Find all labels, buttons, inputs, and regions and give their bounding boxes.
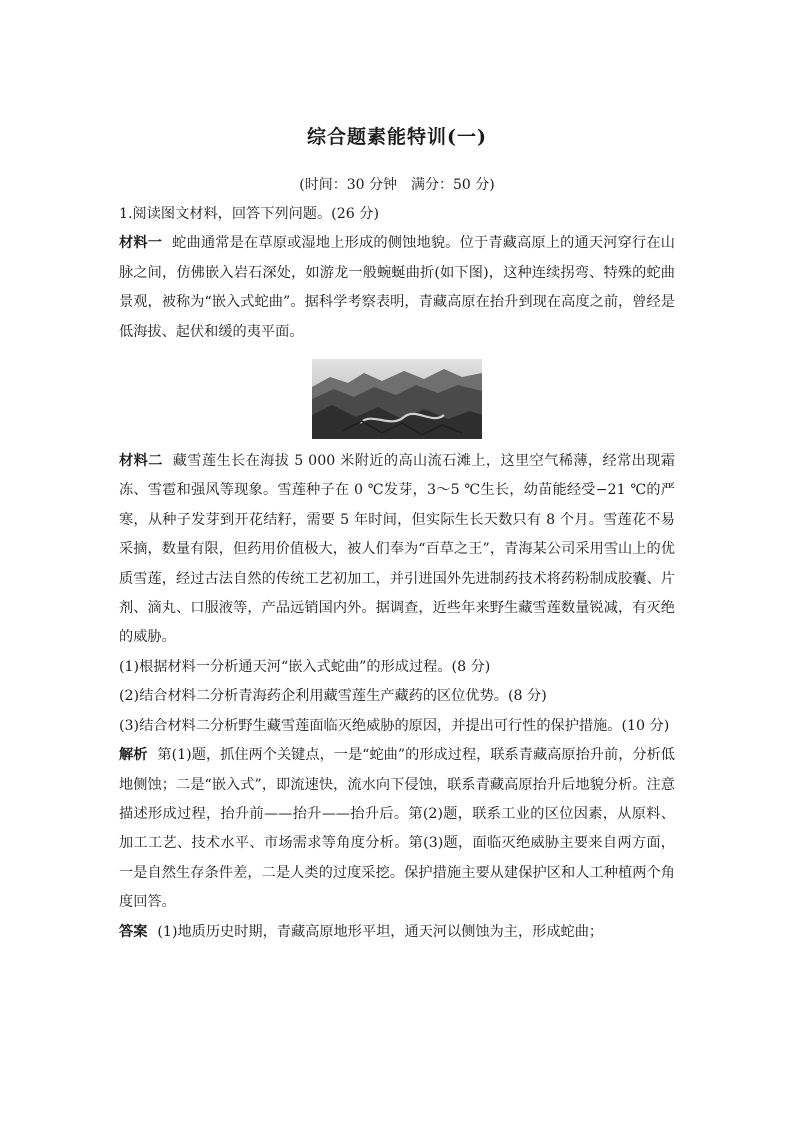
- exam-time-score: (时间：30 分钟 满分：50 分): [299, 177, 495, 193]
- answer-text: (1)地质历史时期，青藏高原地形平坦，通天河以侧蚀为主，形成蛇曲；: [157, 923, 604, 940]
- material-two-text: 藏雪莲生长在海拔 5 000 米附近的高山流石滩上，这里空气稀薄，经常出现霜冻、雪雹和强风等现象。雪莲种子在 0 ℃发芽，3～5 ℃生长，幼苗能经受−21 ℃的严寒，从种子发芽到开花结籽，需要 5 年时间，但实际生长天数只有 8 个月。雪莲花不易采摘，数量有限，但药用价值极大，被人们奉为“百草之王”，青海某公司采用雪山上的优质雪莲，经过古法自然的传统工艺初加工，并引进国外先进制药技术将药粉制成胶囊、片剂、滴丸、口服液等，产品远销国内外。据调查，近些年来野生藏雪莲数量锐减，有灭绝的威胁。: [119, 453, 675, 646]
- question-body: [119, 200, 675, 947]
- material-one-text: 蛇曲通常是在草原或湿地上形成的侧蚀地貌。位于青藏高原上的通天河穿行在山脉之间，仿佛嵌入岩石深处，如游龙一般蜿蜒曲折(如下图)，这种连续拐弯、特殊的蛇曲景观，被称为“嵌入式蛇曲”。据科学考察表明，青藏高原在抬升到现在高度之前，曾经是低海拔、起伏和缓的夷平面。: [119, 235, 675, 340]
- material-one: [119, 229, 675, 347]
- answer-label: 答案: [119, 923, 148, 940]
- sub-question-3: (3)结合材料二分析野生藏雪莲面临灭绝威胁的原因，并提出可行性的保护措施。(10 分): [119, 717, 670, 734]
- analysis-label: 解析: [119, 747, 148, 764]
- meander-river-photo: [312, 359, 482, 439]
- page-title: 综合题素能特训(一): [307, 126, 487, 148]
- analysis: [119, 741, 675, 917]
- analysis-text: 第(1)题，抓住两个关键点，一是“蛇曲”的形成过程，联系青藏高原抬升前，分析低地侧蚀；二是“嵌入式”，即流速快，流水向下侵蚀，联系青藏高原抬升后地貌分析。注意描述形成过程，抬升前——抬升——抬升后。第(2)题，联系工业的区位因素，从原料、加工工艺、技术水平、市场需求等角度分析。第(3)题，面临灭绝威胁主要来自两方面，一是自然生存条件差，二是人类的过度采挖。保护措施主要从建保护区和人工种植两个角度回答。: [119, 747, 675, 911]
- material-one-label: 材料一: [119, 235, 163, 252]
- material-two: [119, 447, 675, 653]
- sub-question-1: (1)根据材料一分析通天河“嵌入式蛇曲”的形成过程。(8 分): [119, 658, 491, 675]
- material-two-label: 材料二: [119, 453, 163, 470]
- sub-question-2: (2)结合材料二分析青海药企利用藏雪莲生产藏药的区位优势。(8 分): [119, 688, 547, 705]
- question-stem: 1.阅读图文材料，回答下列问题。(26 分): [119, 206, 379, 222]
- answer: [119, 918, 675, 947]
